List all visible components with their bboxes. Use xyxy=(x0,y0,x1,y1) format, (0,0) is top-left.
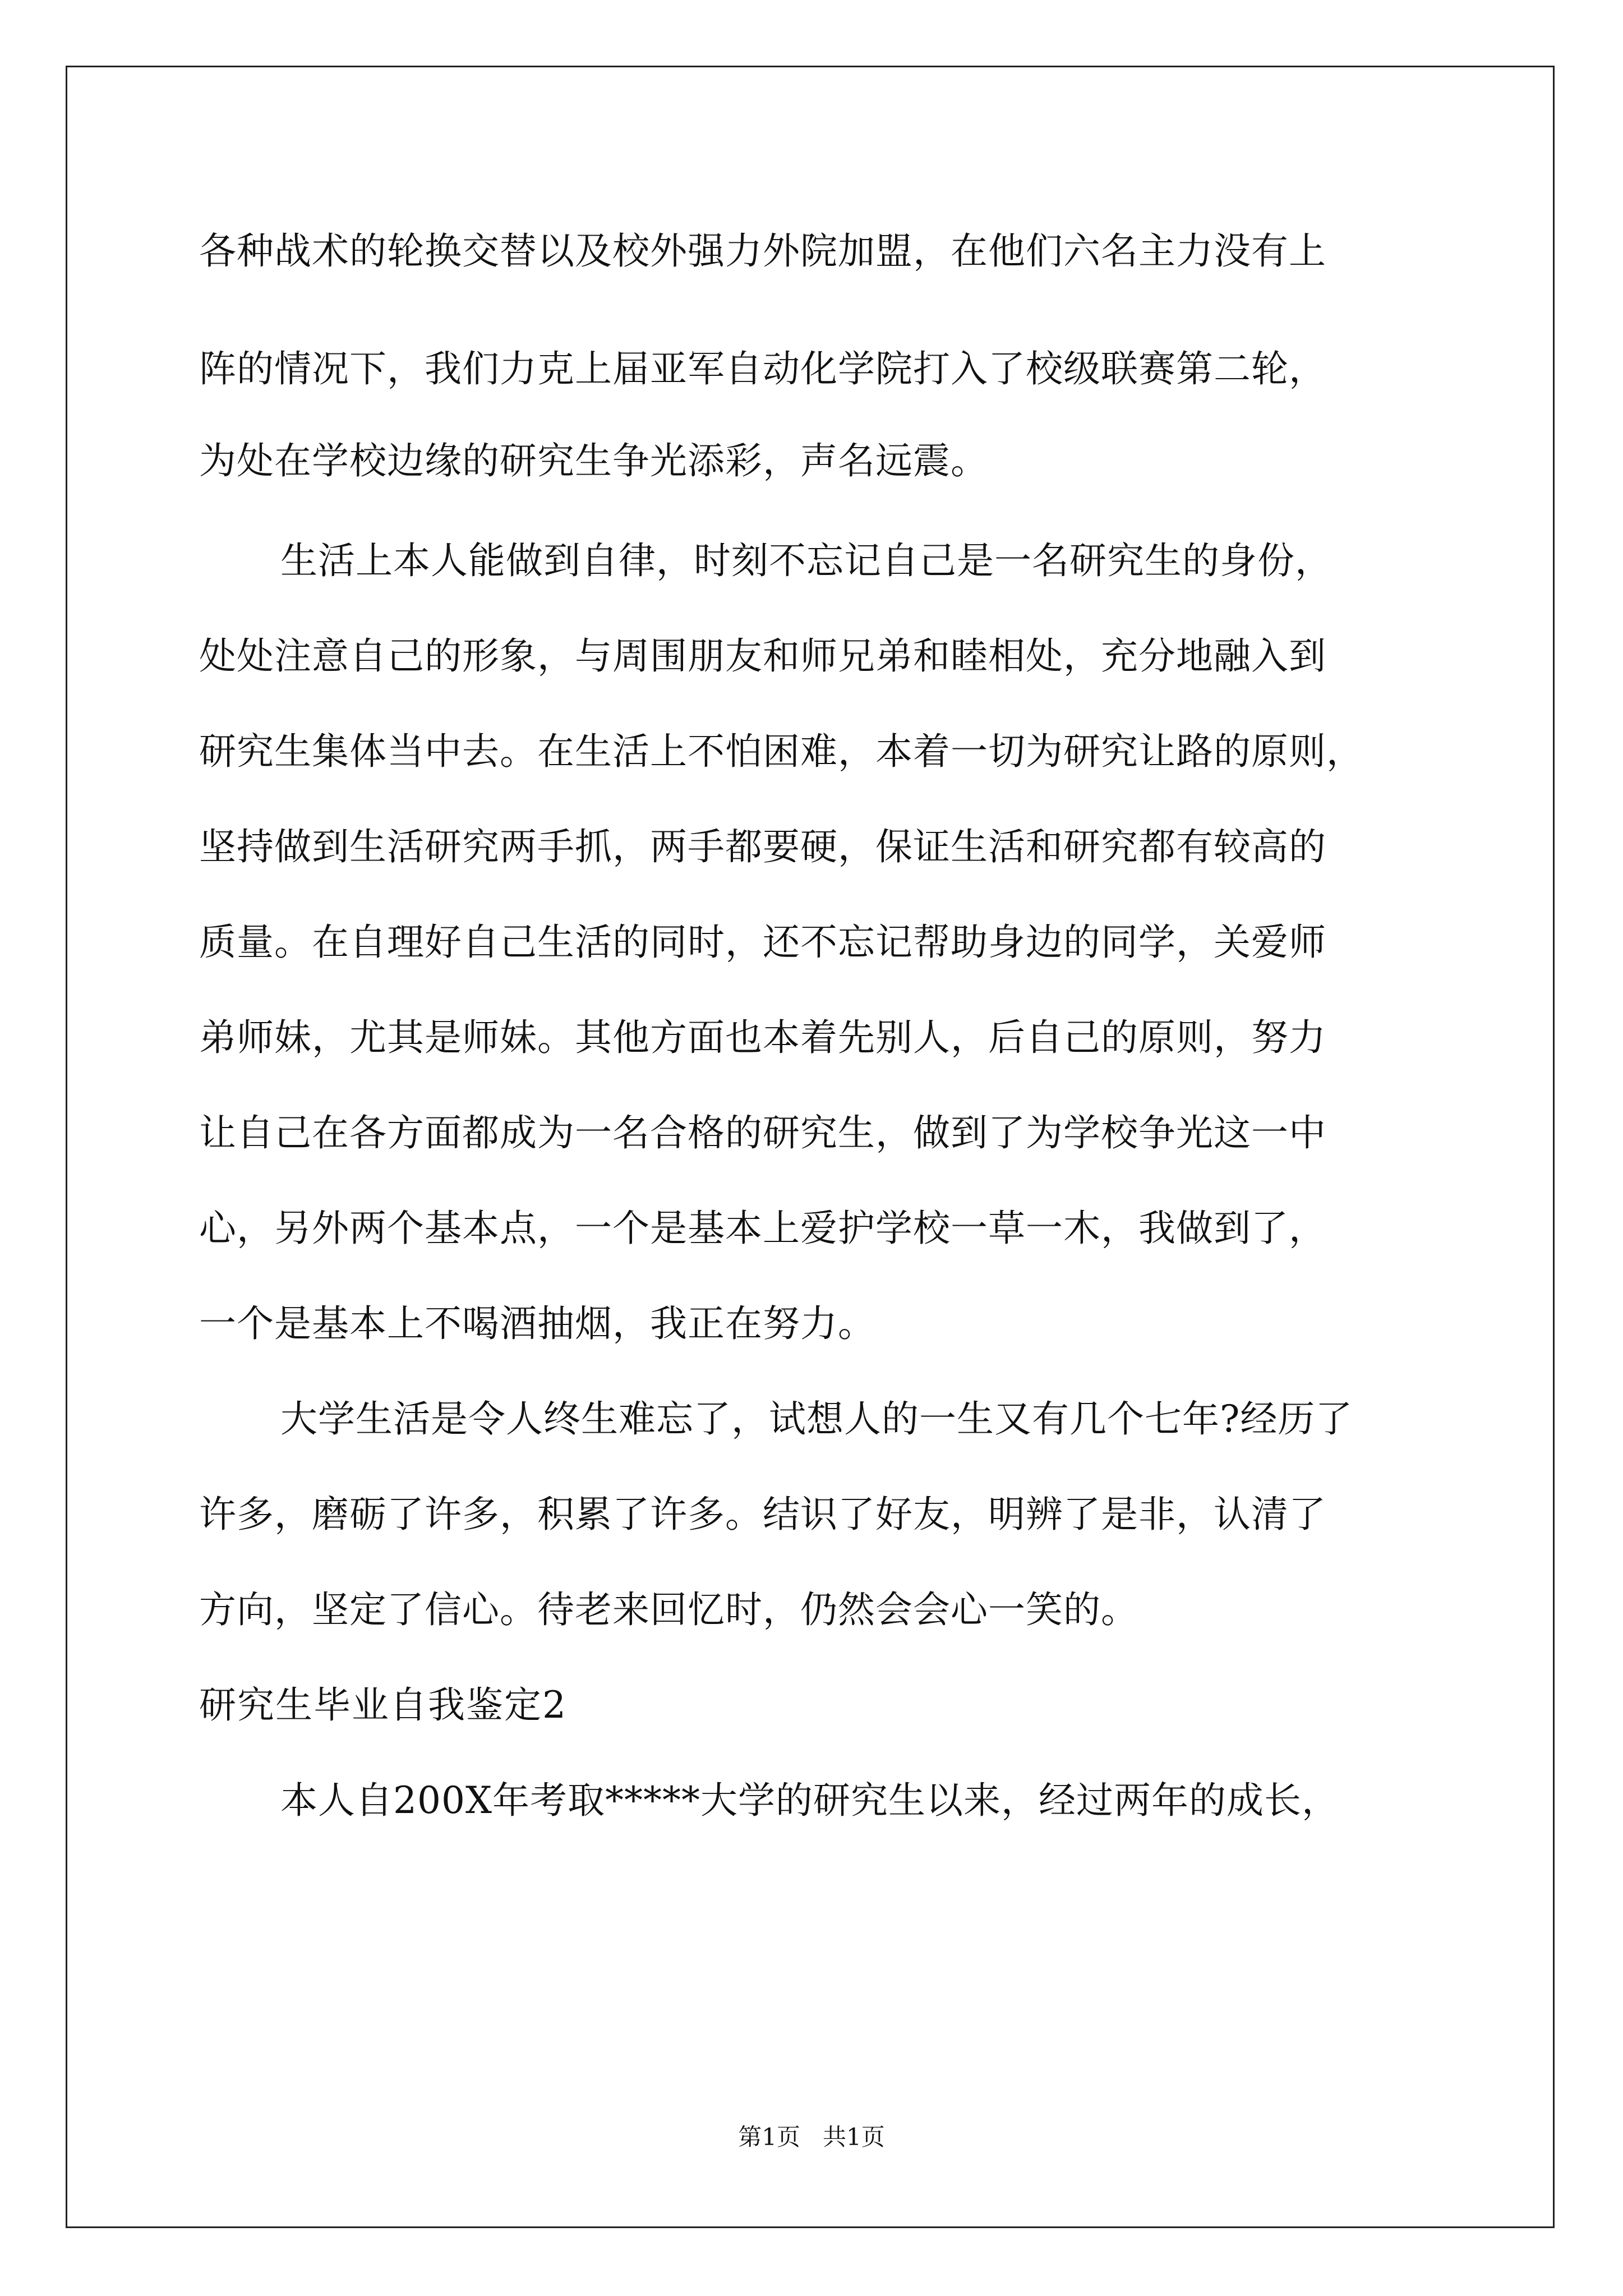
paragraph-line: 坚持做到生活研究两手抓，两手都要硬，保证生活和研究都有较高的 xyxy=(199,825,1326,868)
paragraph-line: 让自己在各方面都成为一名合格的研究生，做到了为学校争光这一中 xyxy=(199,1111,1326,1154)
paragraph-line: 大学生活是令人终生难忘了，试想人的一生又有几个七年?经历了 xyxy=(280,1397,1353,1441)
paragraph-line: 生活上本人能做到自律，时刻不忘记自己是一名研究生的身份， xyxy=(280,539,1332,582)
paragraph-line: 处处注意自己的形象，与周围朋友和师兄弟和睦相处，充分地融入到 xyxy=(199,634,1326,678)
paragraph-line: 一个是基本上不喝酒抽烟，我正在努力。 xyxy=(199,1302,875,1345)
paragraph-line: 各种战术的轮换交替以及校外强力外院加盟，在他们六名主力没有上 xyxy=(199,229,1326,273)
paragraph-line: 心，另外两个基本点，一个是基本上爱护学校一草一木，我做到了， xyxy=(199,1207,1326,1250)
paragraph-line: 本人自200X年考取*****大学的研究生以来，经过两年的成长， xyxy=(280,1779,1339,1822)
paragraph-line: 方向，坚定了信心。待老来回忆时，仍然会会心一笑的。 xyxy=(199,1588,1138,1631)
paragraph-line: 阵的情况下，我们力克上届亚军自动化学院打入了校级联赛第二轮， xyxy=(199,347,1326,390)
paragraph-line: 许多，磨砺了许多，积累了许多。结识了好友，明辨了是非，认清了 xyxy=(199,1493,1326,1536)
page-footer: 第1页 共1页 xyxy=(738,2123,885,2151)
paragraph-line: 为处在学校边缘的研究生争光添彩，声名远震。 xyxy=(199,439,988,482)
paragraph-line: 研究生集体当中去。在生活上不怕困难，本着一切为研究让路的原则， xyxy=(199,730,1364,773)
paragraph-line: 弟师妹，尤其是师妹。其他方面也本着先别人，后自己的原则，努力 xyxy=(199,1016,1326,1059)
paragraph-line: 质量。在自理好自己生活的同时，还不忘记帮助身边的同学，关爱师 xyxy=(199,921,1326,964)
section-heading: 研究生毕业自我鉴定2 xyxy=(199,1683,567,1727)
